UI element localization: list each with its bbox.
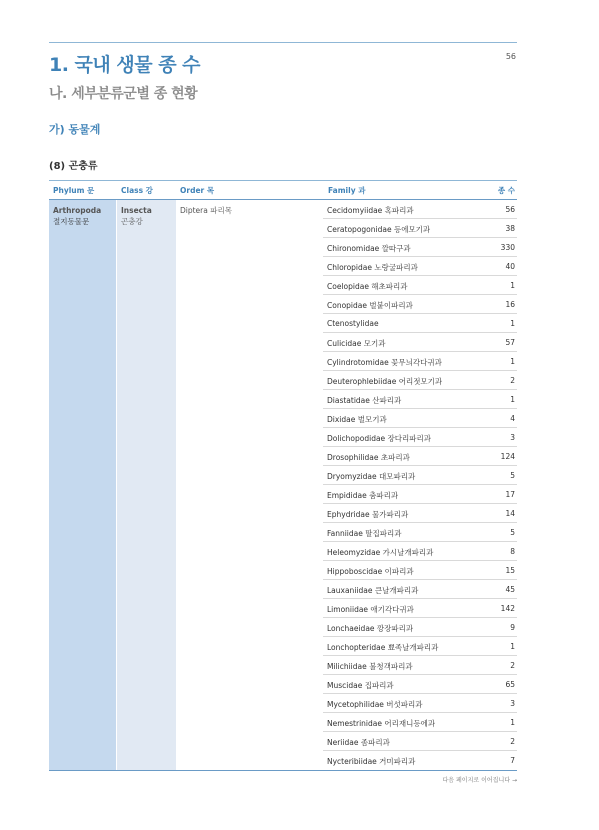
table-header-top-rule [49, 180, 517, 181]
species-count: 1 [510, 395, 515, 404]
family-rows [323, 200, 517, 769]
species-count: 57 [505, 338, 515, 347]
family-name: Deuterophlebiidae 어리젓모기과 [327, 377, 443, 386]
family-name: Culicidae 모기과 [327, 339, 386, 348]
species-count: 1 [510, 718, 515, 727]
family-name: Limoniidae 애기각다귀과 [327, 605, 414, 614]
table-row [323, 618, 517, 637]
phylum-column-background [49, 200, 116, 771]
subsection-title: 나. 세부분류군별 종 현황 [49, 86, 198, 102]
table-row [323, 276, 517, 295]
species-count: 1 [510, 281, 515, 290]
family-name: Neriidae 좀파리과 [327, 738, 390, 747]
family-name: Muscidae 집파리과 [327, 681, 394, 690]
species-count: 2 [510, 376, 515, 385]
header-family: Family 과 [328, 186, 366, 195]
table-row [323, 694, 517, 713]
family-name: Heleomyzidae 가시날개파리과 [327, 548, 434, 557]
phylum-cell [53, 205, 101, 227]
class-column-background [117, 200, 176, 771]
family-name: Chironomidae 깔따구과 [327, 244, 411, 253]
family-name: Cylindrotomidae 꽃무늬각다귀과 [327, 358, 442, 367]
table-row [323, 390, 517, 409]
species-count: 7 [510, 756, 515, 765]
section-title: 1. 국내 생물 종 수 [49, 54, 201, 76]
table-row [323, 333, 517, 352]
species-count: 16 [505, 300, 515, 309]
table-row [323, 504, 517, 523]
table-row [323, 219, 517, 238]
family-name: Milichiidae 불청객파리과 [327, 662, 413, 671]
table-row [323, 523, 517, 542]
table-row [323, 428, 517, 447]
table-row [323, 561, 517, 580]
phylum-ko: 절지동물문 [53, 217, 90, 226]
table-row [323, 580, 517, 599]
table-row [323, 314, 517, 333]
family-name: Ceratopogonidae 등에모기과 [327, 225, 431, 234]
family-name: Nemestrinidae 어리재니등에과 [327, 719, 436, 728]
species-count: 4 [510, 414, 515, 423]
table-row [323, 599, 517, 618]
class-en: Insecta [121, 206, 152, 215]
table-row [323, 409, 517, 428]
species-count: 1 [510, 642, 515, 651]
group-title: (8) 곤충류 [49, 161, 98, 172]
header-order: Order 목 [180, 186, 215, 195]
table-row [323, 257, 517, 276]
header-count: 종 수 [497, 186, 515, 195]
page-number: 56 [505, 52, 516, 61]
species-count: 330 [500, 243, 515, 252]
family-name: Diastatidae 산파리과 [327, 396, 402, 405]
species-count: 15 [505, 566, 515, 575]
table-row [323, 238, 517, 257]
species-count: 8 [510, 547, 515, 556]
class-cell [121, 205, 152, 227]
family-name: Cecidomyiidae 혹파리과 [327, 206, 414, 215]
family-name: Drosophilidae 초파리과 [327, 453, 410, 462]
header-phylum: Phylum 문 [53, 186, 95, 195]
family-name: Mycetophilidae 버섯파리과 [327, 700, 423, 709]
table-row [323, 637, 517, 656]
species-count: 1 [510, 319, 515, 328]
species-count: 17 [505, 490, 515, 499]
species-count: 65 [505, 680, 515, 689]
family-name: Hippoboscidae 이파리과 [327, 567, 414, 576]
family-name: Dixidae 벌모기과 [327, 415, 387, 424]
table-row [323, 713, 517, 732]
species-count: 2 [510, 661, 515, 670]
species-count: 56 [505, 205, 515, 214]
order-cell: Diptera 파리목 [180, 206, 232, 215]
family-name: Conopidae 벌붙이파리과 [327, 301, 413, 310]
species-count: 38 [505, 224, 515, 233]
class-ko: 곤충강 [121, 217, 143, 226]
family-name: Ephydridae 물가파리과 [327, 510, 409, 519]
table-header [49, 183, 517, 199]
phylum-en: Arthropoda [53, 206, 102, 215]
table-row [323, 485, 517, 504]
family-name: Dolichopodidae 장다리파리과 [327, 434, 432, 443]
species-count: 1 [510, 357, 515, 366]
continue-note: 다음 페이지로 이어집니다 → [442, 777, 517, 784]
table-row [323, 447, 517, 466]
species-count: 3 [510, 699, 515, 708]
family-name: Coelopidae 해초파리과 [327, 282, 408, 291]
species-count: 5 [510, 528, 515, 537]
species-count: 9 [510, 623, 515, 632]
species-count: 2 [510, 737, 515, 746]
table-row [323, 732, 517, 751]
table-row [323, 466, 517, 485]
species-count: 124 [500, 452, 515, 461]
species-count: 45 [505, 585, 515, 594]
species-count: 3 [510, 433, 515, 442]
species-count: 40 [505, 262, 515, 271]
top-rule [49, 42, 517, 43]
family-name: Lonchopteridae 뾰족날개파리과 [327, 643, 439, 652]
species-count: 14 [505, 509, 515, 518]
table-row [323, 656, 517, 675]
family-name: Lauxaniidae 큰날개파리과 [327, 586, 419, 595]
table-row [323, 542, 517, 561]
table-row [323, 675, 517, 694]
family-name: Empididae 춤파리과 [327, 491, 399, 500]
family-name: Fanniidae 딸집파리과 [327, 529, 402, 538]
species-count: 5 [510, 471, 515, 480]
table-row [323, 295, 517, 314]
family-name: Nycteribiidae 거미파리과 [327, 757, 416, 766]
family-name: Dryomyzidae 대모파리과 [327, 472, 416, 481]
species-count: 142 [500, 604, 515, 613]
table-row [323, 352, 517, 371]
header-class: Class 강 [121, 186, 153, 195]
table-row [323, 371, 517, 390]
family-name: Lonchaeidae 깡장파리과 [327, 624, 414, 633]
table-row [323, 751, 517, 769]
family-name: Ctenostylidae [327, 319, 379, 328]
table-bottom-rule [49, 770, 517, 771]
family-name: Chloropidae 노랑굴파리과 [327, 263, 418, 272]
table-row [323, 200, 517, 219]
category-title: 가) 동물계 [49, 123, 101, 136]
